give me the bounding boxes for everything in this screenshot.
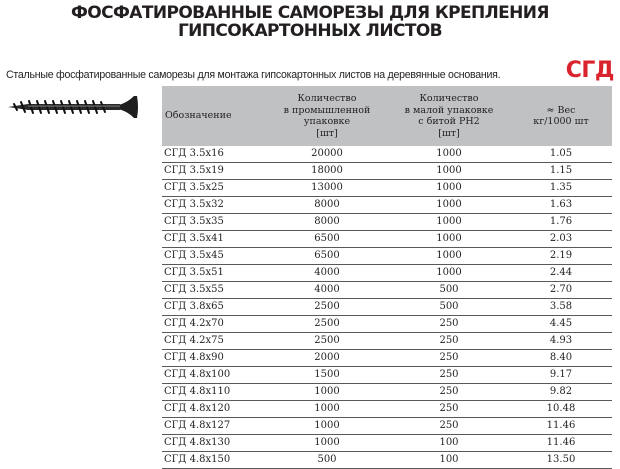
- cell-small-pack: 250: [388, 401, 510, 418]
- cell-designation: СГД 3.5х55: [162, 282, 266, 299]
- cell-weight: 2.03: [510, 231, 612, 248]
- cell-weight: 11.46: [510, 435, 612, 452]
- cell-weight: 11.46: [510, 418, 612, 435]
- cell-industrial-pack: 500: [266, 452, 388, 469]
- header-industrial-pack-quantity: [266, 86, 388, 146]
- cell-industrial-pack: 6500: [266, 231, 388, 248]
- table-header-row: [162, 86, 612, 146]
- header-line: Обозначение: [165, 110, 232, 122]
- cell-designation: СГД 3.5х25: [162, 180, 266, 197]
- product-code-badge: СГД: [565, 58, 614, 83]
- header-line: Количество: [297, 93, 357, 104]
- cell-weight: 1.76: [510, 214, 612, 231]
- cell-designation: СГД 4.8х127: [162, 418, 266, 435]
- cell-designation: СГД 4.2х70: [162, 316, 266, 333]
- table-row: [162, 350, 612, 367]
- cell-designation: СГД 4.8х100: [162, 367, 266, 384]
- cell-small-pack: 1000: [388, 248, 510, 265]
- cell-designation: СГД 3.5х16: [162, 146, 266, 163]
- table-row: [162, 333, 612, 350]
- table-row: [162, 435, 612, 452]
- cell-small-pack: 1000: [388, 265, 510, 282]
- cell-designation: СГД 3.5х35: [162, 214, 266, 231]
- cell-weight: 9.17: [510, 367, 612, 384]
- cell-industrial-pack: 1500: [266, 367, 388, 384]
- cell-designation: СГД 3.5х32: [162, 197, 266, 214]
- cell-designation: СГД 4.2х75: [162, 333, 266, 350]
- cell-small-pack: 1000: [388, 163, 510, 180]
- header-line: в малой упаковке: [404, 104, 494, 116]
- header-line: с битой PH2: [418, 116, 480, 127]
- header-designation: [162, 86, 266, 146]
- table-row: [162, 163, 612, 180]
- cell-industrial-pack: 1000: [266, 401, 388, 418]
- cell-weight: 2.19: [510, 248, 612, 265]
- product-description: Стальные фосфатированные саморезы для монтажа гипсокартонных листов на деревянные основания.: [6, 69, 501, 81]
- cell-industrial-pack: 2500: [266, 316, 388, 333]
- cell-small-pack: 1000: [388, 214, 510, 231]
- cell-weight: 1.15: [510, 163, 612, 180]
- cell-designation: СГД 3.5х41: [162, 231, 266, 248]
- cell-designation: СГД 3.5х51: [162, 265, 266, 282]
- table-row: [162, 367, 612, 384]
- cell-weight: 13.50: [510, 452, 612, 469]
- page-title-line-1: ФОСФАТИРОВАННЫЕ САМОРЕЗЫ ДЛЯ КРЕПЛЕНИЯ: [71, 3, 549, 23]
- header-line: ≈ Вес: [546, 104, 576, 116]
- cell-industrial-pack: 4000: [266, 282, 388, 299]
- table-row: [162, 282, 612, 299]
- cell-small-pack: 100: [388, 435, 510, 452]
- cell-designation: СГД 3.8х65: [162, 299, 266, 316]
- cell-designation: СГД 3.5х19: [162, 163, 266, 180]
- cell-industrial-pack: 4000: [266, 265, 388, 282]
- cell-small-pack: 1000: [388, 180, 510, 197]
- cell-industrial-pack: 1000: [266, 418, 388, 435]
- cell-small-pack: 1000: [388, 146, 510, 163]
- cell-weight: 10.48: [510, 401, 612, 418]
- cell-small-pack: 100: [388, 452, 510, 469]
- table-row: [162, 265, 612, 282]
- cell-designation: СГД 3.5х45: [162, 248, 266, 265]
- cell-industrial-pack: 8000: [266, 197, 388, 214]
- header-line: кг/1000 шт: [533, 116, 589, 127]
- table-body: [162, 146, 612, 469]
- cell-weight: 4.93: [510, 333, 612, 350]
- cell-weight: 2.44: [510, 265, 612, 282]
- table-row: [162, 180, 612, 197]
- screw-icon: [6, 94, 142, 120]
- cell-small-pack: 250: [388, 418, 510, 435]
- header-line: [шт]: [316, 127, 338, 139]
- table-row: [162, 197, 612, 214]
- cell-weight: 4.45: [510, 316, 612, 333]
- cell-weight: 1.63: [510, 197, 612, 214]
- cell-small-pack: 250: [388, 350, 510, 367]
- table-row: [162, 231, 612, 248]
- header-line: в промышленной: [283, 104, 371, 116]
- cell-small-pack: 250: [388, 333, 510, 350]
- cell-designation: СГД 4.8х150: [162, 452, 266, 469]
- cell-weight: 9.82: [510, 384, 612, 401]
- cell-weight: 3.58: [510, 299, 612, 316]
- cell-small-pack: 500: [388, 299, 510, 316]
- cell-designation: СГД 4.8х90: [162, 350, 266, 367]
- table-row: [162, 299, 612, 316]
- cell-weight: 8.40: [510, 350, 612, 367]
- cell-small-pack: 1000: [388, 197, 510, 214]
- table-row: [162, 248, 612, 265]
- cell-industrial-pack: 2000: [266, 350, 388, 367]
- cell-industrial-pack: 13000: [266, 180, 388, 197]
- cell-industrial-pack: 20000: [266, 146, 388, 163]
- page-title-line-2: ГИПСОКАРТОННЫХ ЛИСТОВ: [177, 21, 443, 41]
- cell-designation: СГД 4.8х120: [162, 401, 266, 418]
- table-row: [162, 384, 612, 401]
- cell-small-pack: 1000: [388, 231, 510, 248]
- cell-small-pack: 250: [388, 367, 510, 384]
- cell-industrial-pack: 6500: [266, 248, 388, 265]
- header-small-pack-quantity: [388, 86, 510, 146]
- specification-table: [162, 86, 612, 469]
- cell-small-pack: 250: [388, 384, 510, 401]
- cell-industrial-pack: 1000: [266, 384, 388, 401]
- cell-industrial-pack: 2500: [266, 333, 388, 350]
- cell-designation: СГД 4.8х130: [162, 435, 266, 452]
- cell-small-pack: 500: [388, 282, 510, 299]
- table-row: [162, 316, 612, 333]
- cell-industrial-pack: 8000: [266, 214, 388, 231]
- table-row: [162, 452, 612, 469]
- cell-weight: 1.35: [510, 180, 612, 197]
- table-row: [162, 214, 612, 231]
- header-weight: [510, 86, 612, 146]
- subtitle-row: [6, 58, 618, 84]
- cell-small-pack: 250: [388, 316, 510, 333]
- table-row: [162, 146, 612, 163]
- cell-weight: 1.05: [510, 146, 612, 163]
- header-line: упаковке: [303, 116, 351, 127]
- cell-designation: СГД 4.8х110: [162, 384, 266, 401]
- table-row: [162, 401, 612, 418]
- cell-industrial-pack: 18000: [266, 163, 388, 180]
- cell-weight: 2.70: [510, 282, 612, 299]
- table-row: [162, 418, 612, 435]
- header-line: Количество: [419, 93, 479, 104]
- cell-industrial-pack: 1000: [266, 435, 388, 452]
- cell-industrial-pack: 2500: [266, 299, 388, 316]
- header-line: [шт]: [438, 127, 460, 139]
